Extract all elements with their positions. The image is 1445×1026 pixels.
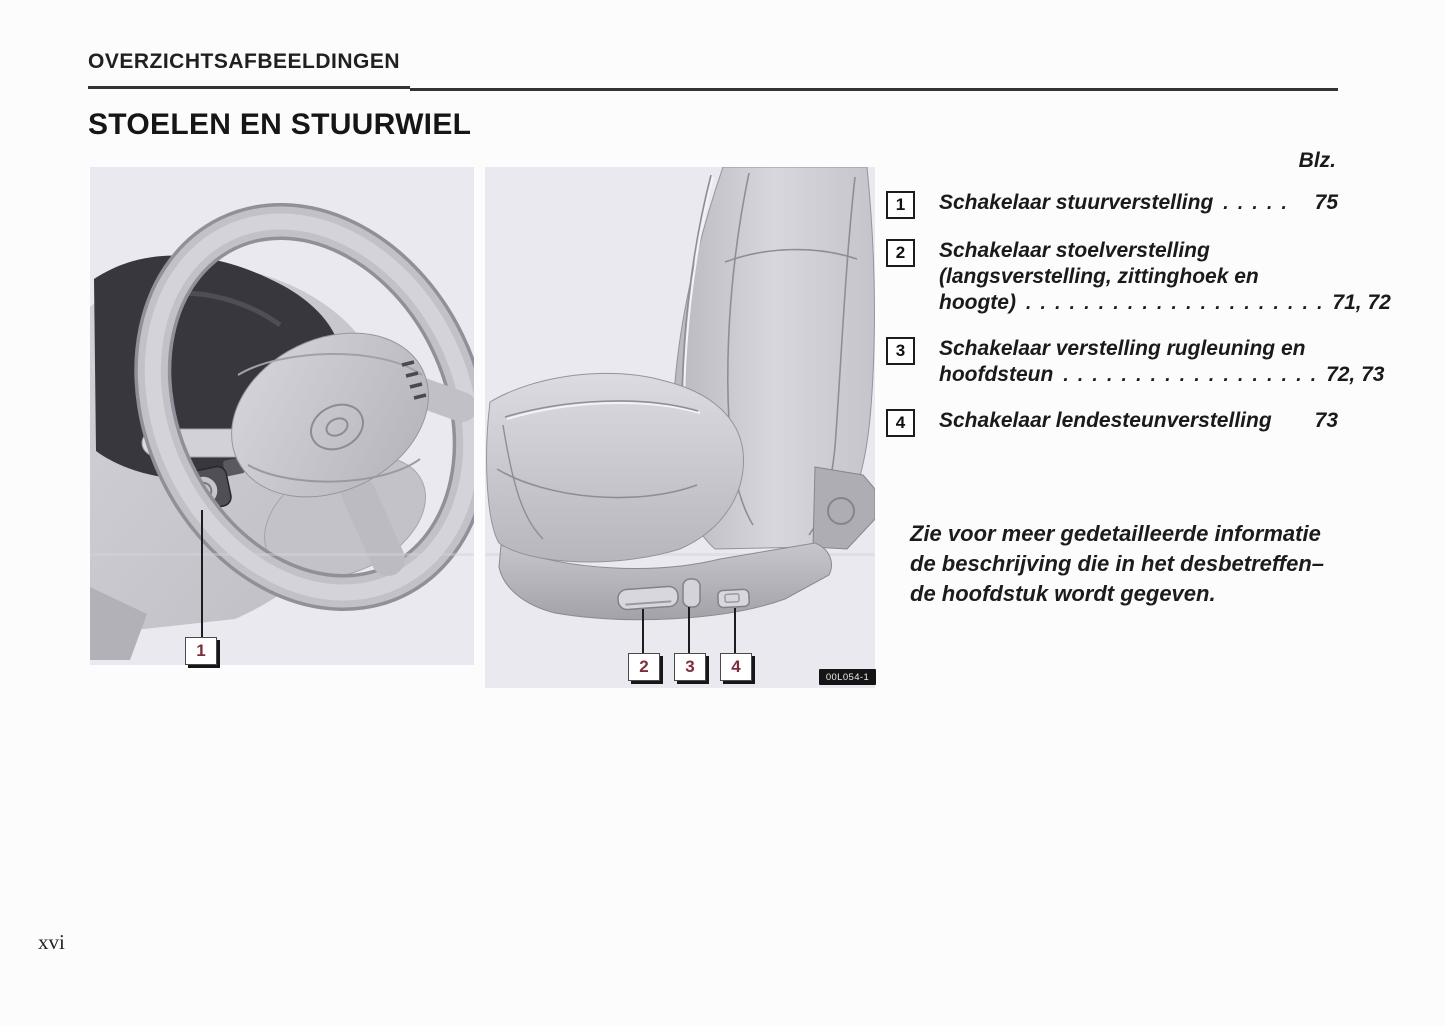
legend-pages-2: 71, 72: [1332, 291, 1391, 314]
note-line-1: Zie voor meer gedetailleerde informatie: [910, 521, 1321, 546]
figure-code-badge: 00L054-1: [819, 669, 876, 685]
legend-text-1: Schakelaar stuurverstelling: [939, 191, 1214, 214]
page-number: xvi: [38, 930, 65, 954]
steering-wheel-illustration: [90, 167, 474, 665]
legend-num-3: 3: [886, 337, 915, 365]
legend-pages-3: 72, 73: [1326, 363, 1385, 386]
legend-item-3: [886, 336, 1385, 389]
seat-slide-switch: [617, 586, 678, 610]
lumbar-switch: [718, 589, 750, 608]
legend-text-3-line1: Schakelaar verstelling rugleuning en: [939, 337, 1306, 360]
dot-leader-1: . . . . .: [1223, 193, 1289, 214]
callout-line-4: [734, 608, 736, 653]
legend-pages-1: 75: [1314, 191, 1338, 214]
page-column-header: Blz.: [1298, 149, 1336, 172]
legend: [886, 148, 1391, 437]
legend-text-2-line1: Schakelaar stoelverstelling: [939, 239, 1210, 262]
legend-num-2: 2: [886, 239, 915, 267]
seat-illustration: [485, 167, 875, 688]
legend-item-2: [886, 238, 1391, 317]
callout-box-3: 3: [674, 653, 706, 681]
legend-text-2-line2: (langsverstelling, zittinghoek en: [939, 265, 1259, 288]
note: [910, 519, 1390, 609]
callout-box-1: 1: [185, 637, 217, 665]
figure: [90, 167, 875, 688]
header-rule-left: [88, 86, 410, 89]
note-line-3: de hoofdstuk wordt gegeven.: [910, 581, 1216, 606]
callout-line-3: [688, 607, 690, 653]
dot-leader-3: . . . . . . . . . . . . . . . . . .: [1063, 365, 1319, 386]
legend-item-4: [886, 408, 1338, 437]
header-rule-right: [410, 88, 1338, 91]
legend-pages-4: 73: [1314, 409, 1338, 432]
backrest-switch: [683, 579, 700, 607]
legend-text-3-line2: hoofdsteun: [939, 363, 1054, 386]
section-header: OVERZICHTSAFBEELDINGEN: [88, 50, 401, 73]
callout-line-1: [201, 510, 203, 637]
callout-line-2: [642, 609, 644, 653]
legend-text-2-line3: hoogte): [939, 291, 1016, 314]
legend-item-1: [886, 190, 1338, 219]
legend-text-4: Schakelaar lendesteunverstelling: [939, 409, 1272, 432]
callout-box-4: 4: [720, 653, 752, 681]
dot-leader-2: . . . . . . . . . . . . . . . . . . . . .: [1025, 293, 1325, 314]
callout-box-2: 2: [628, 653, 660, 681]
note-line-2: de beschrijving die in het desbetreffen–: [910, 551, 1325, 576]
page-title: STOELEN EN STUURWIEL: [88, 108, 472, 141]
legend-num-4: 4: [886, 409, 915, 437]
legend-num-1: 1: [886, 191, 915, 219]
